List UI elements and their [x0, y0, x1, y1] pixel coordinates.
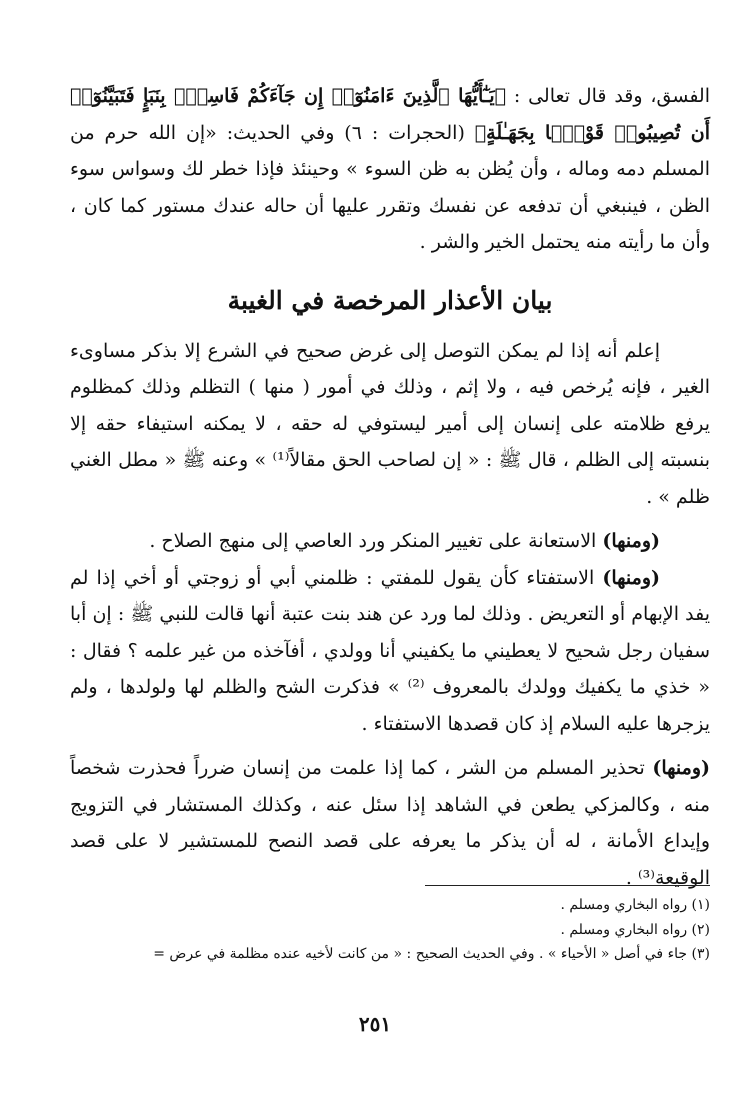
- paragraph-5-text: تحذير المسلم من الشر ، كما إذا علمت من إنسان ضرراً فحذرت شخصاً منه ، وكالمزكي يطعن في الشاهد إذا سئل عنه ، وكذلك المستشار في التزويج وإيداع الأمانة ، له أن يذكر ما يعرفه على قصد النصح للمستشير لا على قصد الوقيعة⁽³⁾ .: [70, 757, 711, 889]
- paragraph-3-text: الاستعانة على تغيير المنكر ورد العاصي إلى منهج الصلاح .: [149, 530, 603, 552]
- paragraph-1-text-a: الفسق، وقد قال تعالى :: [506, 85, 710, 107]
- paragraph-4-lead: (ومنها): [602, 566, 660, 589]
- section-heading: بيان الأعذار المرخصة في الغيبة: [227, 285, 553, 315]
- footnotes: [70, 893, 710, 967]
- paragraph-1: [70, 78, 710, 261]
- paragraph-gap: [70, 742, 710, 750]
- footnote-1: (١) رواه البخاري ومسلم .: [560, 897, 710, 913]
- page-number: ٢٥١: [358, 1012, 392, 1036]
- paragraph-5: [70, 750, 710, 896]
- footnote-2: (٢) رواه البخاري ومسلم .: [560, 921, 710, 938]
- paragraph-1-text-b: (الحجرات : ٦) وفي الحديث: «إن الله حرم من المسلم دمه وماله ، وأن يُظن به ظن السوء » وحينئذ فإذا خطر لك وسواس سوء الظن ، فينبغي أن تدفعه عن نفسك وتقرر عليها أن حاله عندك مستور كما كان ، وأن ما رأيته منه يحتمل الخير والشر .: [70, 121, 710, 253]
- paragraph-5-lead: (ومنها): [652, 757, 710, 779]
- paragraph-3: [70, 523, 710, 560]
- footnote-3: (٣) جاء في أصل « الأحياء » . وفي الحديث الصحيح : « من كانت لأخيه عنده مظلمة في عرض =: [153, 946, 710, 962]
- paragraph-gap: [70, 515, 710, 523]
- page-body: [70, 78, 710, 896]
- paragraph-2: إعلم أنه إذا لم يمكن التوصل إلى غرض صحيح في الشرع إلا بذكر مساوىء الغير ، فإنه يُرخص فيه ، ولا إثم ، وذلك في أمور ( منها ) التظلم وذلك كمظلوم يرفع ظلامته على إنسان إلى أمير ليستوفي له حقه ، لا يمكنه استيفاء حقه إلا بنسبته إلى الظلم ، قال ﷺ : « إن لصاحب الحق مقالاً⁽¹⁾ » وعنه ﷺ « مطل الغني ظلم » .: [70, 339, 710, 508]
- quran-verse: ﴿يَـٰٓأَيُّهَا ٱلَّذِينَ ءَامَنُوٓا۟ إِن جَآءَكُمْ فَاسِقٌۢ بِنَبَإٍ فَتَبَيَّنُوٓا۟ أَن تُصِيبُوا۟ قَوْمًۢا بِجَهَـٰلَةٍ﴾: [70, 85, 711, 144]
- footnote-divider: [425, 885, 710, 886]
- paragraph-3-lead: (ومنها): [602, 530, 660, 552]
- paragraph-4: [70, 560, 710, 743]
- paragraph-4-text: الاستفتاء كأن يقول للمفتي : ظلمني أبي أو زوجتي أو أخي إذا لم يفد الإبهام أو التعريض . وذلك لما ورد عن هند بنت عتبة أنها قالت للنبي ﷺ : إن أبا سفيان رجل شحيح لا يعطيني ما يكفيني أنا وولدي ، أفآخذه من غير علمه ؟ فقال : « خذي ما يكفيك وولدك بالمعروف ⁽²⁾ » فذكرت الشح والظلم لها ولولدها ، ولم يزجرها عليه السلام إذ كان قصدها الاستفتاء .: [70, 566, 710, 735]
